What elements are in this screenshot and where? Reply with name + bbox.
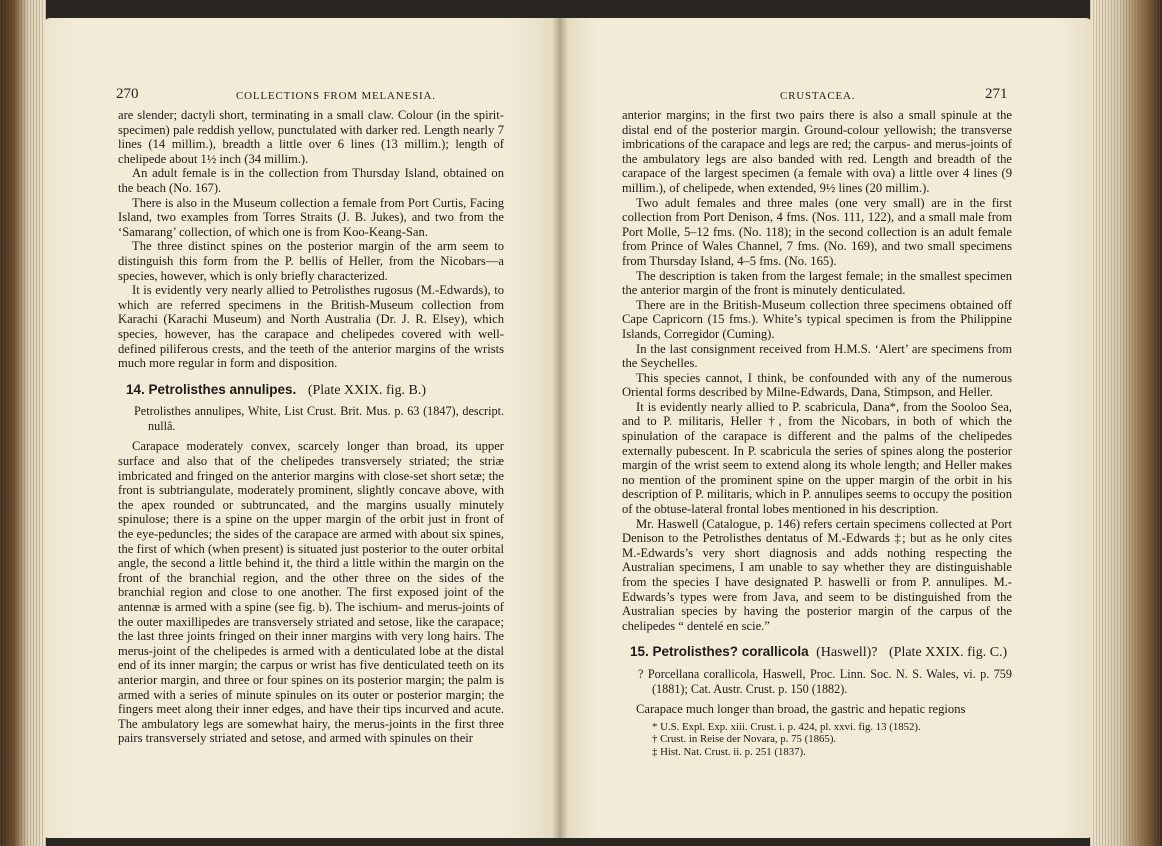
- paragraph: This species cannot, I think, be confounded with any of the numerous Oriental forms described by Milne-Edwards, Dana, Stimpson, and Heller.: [622, 370, 1012, 400]
- section-heading-15: [630, 645, 1012, 661]
- paragraph: There is also in the Museum collection a female from Port Curtis, Facing Island, two examples from Torres Straits (J. B. Jukes), and two from the ‘Samarang’ collection, of which one is from Koo-Keang-San.: [118, 195, 504, 239]
- footnote: † Crust. in Reise der Novara, p. 75 (1865).: [652, 733, 837, 746]
- footnotes: [622, 721, 1012, 758]
- right-running-head: CRUSTACEA.: [780, 90, 856, 102]
- section-title: 14. Petrolisthes annulipes.: [126, 381, 297, 397]
- plate-reference: (Plate XXIX. fig. C.): [889, 645, 1008, 661]
- footnote: * U.S. Expl. Exp. xiii. Crust. i. p. 424, pl. xxvi. fig. 13 (1852).: [652, 720, 921, 733]
- synonymy: ? Porcellana corallicola, Haswell, Proc. Linn. Soc. N. S. Wales, vi. p. 759 (1881); Cat. Austr. Crust. p. 150 (1882).: [638, 666, 1012, 696]
- section-title: 15. Petrolisthes? corallicola: [630, 644, 809, 660]
- paragraph: In the last consignment received from H.M.S. ‘Alert’ are specimens from the Seychelles.: [622, 341, 1012, 371]
- left-page-edges: [0, 0, 46, 846]
- section-author: (Haswell)?: [816, 645, 878, 661]
- left-text-column: [118, 108, 504, 746]
- paragraph: The description is taken from the largest female; in the smallest specimen the anterior margin of the front is minutely denticulated.: [622, 268, 1012, 298]
- paragraph: are slender; dactyli short, terminating in a small claw. Colour (in the spirit-specimen) pale reddish yellow, punctulated with darker red. Length nearly 7 lines (14 millim.), breadth a little over 6 lines (13 millim.); length of chelipede about 1½ inch (34 millim.).: [118, 108, 504, 166]
- right-page-number: 271: [985, 86, 1008, 102]
- paragraph: Carapace much longer than broad, the gastric and hepatic regions: [636, 702, 966, 717]
- left-running-head: COLLECTIONS FROM MELANESIA.: [236, 90, 436, 102]
- paragraph: It is evidently nearly allied to P. scabricula, Dana*, from the Sooloo Sea, and to P. militaris, Heller †, from the Nicobars, in both of which the spinulation of the carapace is different and the palms of the chelipedes externally pubescent. In P. scabricula the series of spines along the posterior margin of the wrist seem to extend along its whole length; and Heller makes no mention of the prominent spine on the upper margin of the orbit in his description of P. militaris, which in P. annulipes seems to occupy the position of the obtuse-lateral frontal lobes mentioned in his description.: [622, 399, 1012, 517]
- synonymy: Petrolisthes annulipes, White, List Crust. Brit. Mus. p. 63 (1847), descript. nullâ.: [134, 404, 504, 433]
- footnote: ‡ Hist. Nat. Crust. ii. p. 251 (1837).: [652, 745, 806, 758]
- right-text-column: [622, 108, 1012, 758]
- paragraph: An adult female is in the collection from Thursday Island, obtained on the beach (No. 167).: [118, 166, 504, 195]
- paragraph: There are in the British-Museum collection three specimens obtained off Cape Capricorn (15 fms.). White’s typical specimen is from the Philippine Islands, Corregidor (Cuming).: [622, 297, 1012, 341]
- paragraph: anterior margins; in the first two pairs there is also a small spinule at the distal end of the posterior margin. Ground-colour yellowish; the transverse imbrications of the carapace and legs are red; the carpus- and merus-joints of the ambulatory legs are also banded with red. Length and breadth of the carapace of the largest specimen (a female with ova) a little over 4 lines (9 millim.), of chelipede, when extended, 9½ lines (20 millim.).: [622, 108, 1012, 195]
- paragraph: Two adult females and three males (one very small) are in the first collection from Port Denison, 4 fms. (Nos. 111, 122), and a small male from Port Molle, 5–12 fms. (No. 118); in the second collection is an adult female from Prince of Wales Channel, 7 fms. (No. 169), and two small specimens from Thursday Island, 4–5 fms. (No. 165).: [622, 195, 1012, 268]
- paragraph: Mr. Haswell (Catalogue, p. 146) refers certain specimens collected at Port Denison to the Petrolisthes dentatus of M.-Edwards ‡; but as he only cites M.-Edwards’s very short diagnosis and adds nothing respecting the Australian specimens, I am unable to say whether they are distinguishable from the species I have designated P. haswelli or from P. annulipes. M.-Edwards’s types were from Java, and seem to be distinguished from the Australian species by having the posterior margin of the carpus of the chelipedes “ dentelé en scie.”: [622, 516, 1012, 633]
- plate-reference: (Plate XXIX. fig. B.): [307, 382, 427, 398]
- paragraph: It is evidently very nearly allied to Petrolisthes rugosus (M.-Edwards), to which are referred specimens in the British-Museum collection from Karachi (Karachi Museum) and North Australia (Dr. J. R. Elsey), which species, however, has the carapace and chelipedes covered with well-defined piliferous crests, and the teeth of the anterior margins of the wrists much more regular in form and disposition.: [118, 283, 504, 371]
- section-heading-14: [126, 383, 504, 399]
- paragraph: Carapace moderately convex, scarcely longer than broad, its upper surface and also that of the chelipedes transversely striated; the striæ imbricated and fringed on the anterior margins with close-set short setæ; the front is subtriangulate, moderately prominent, slightly concave above, with the apex rounded or subtruncated, and the margins usually minutely spinulose; there is a spine on the upper margin of the orbit just in front of the eye-peduncles; the sides of the carapace are armed with about six spines, the first of which (when present) is situated just posterior to the outer orbital angle, the second a little behind it, the third a little within the margin on the front of the branchial region, and the other three on the sides of the branchial region and close to one another. The first exposed joint of the antennæ is armed with a spine (see fig. b). The ischium- and merus-joints of the outer maxillipedes are transversely striated and setose, like the carapace; the last three joints fringed on their inner margins with very long hairs. The merus-joint of the chelipedes is armed with a denticulated lobe at the distal end of its inner margin; the carpus or wrist has five denticulated teeth on its anterior margin, and three or four spines on its posterior margin; the palm is armed with a series of minute spinules on its outer or posterior margin; the fingers meet along their inner edges, and have their tips incurved and acute. The ambulatory legs are somewhat hairy, the merus-joints in the first three pairs transversely striated and setose, and armed with spinules on their: [118, 439, 504, 746]
- paragraph: The three distinct spines on the posterior margin of the arm seem to distinguish this form from the P. bellis of Heller, from the Nicobars—a species, however, which is only briefly characterized.: [118, 239, 504, 283]
- left-page-number: 270: [116, 86, 139, 102]
- right-page-edges: [1090, 0, 1162, 846]
- book-gutter: [552, 18, 568, 838]
